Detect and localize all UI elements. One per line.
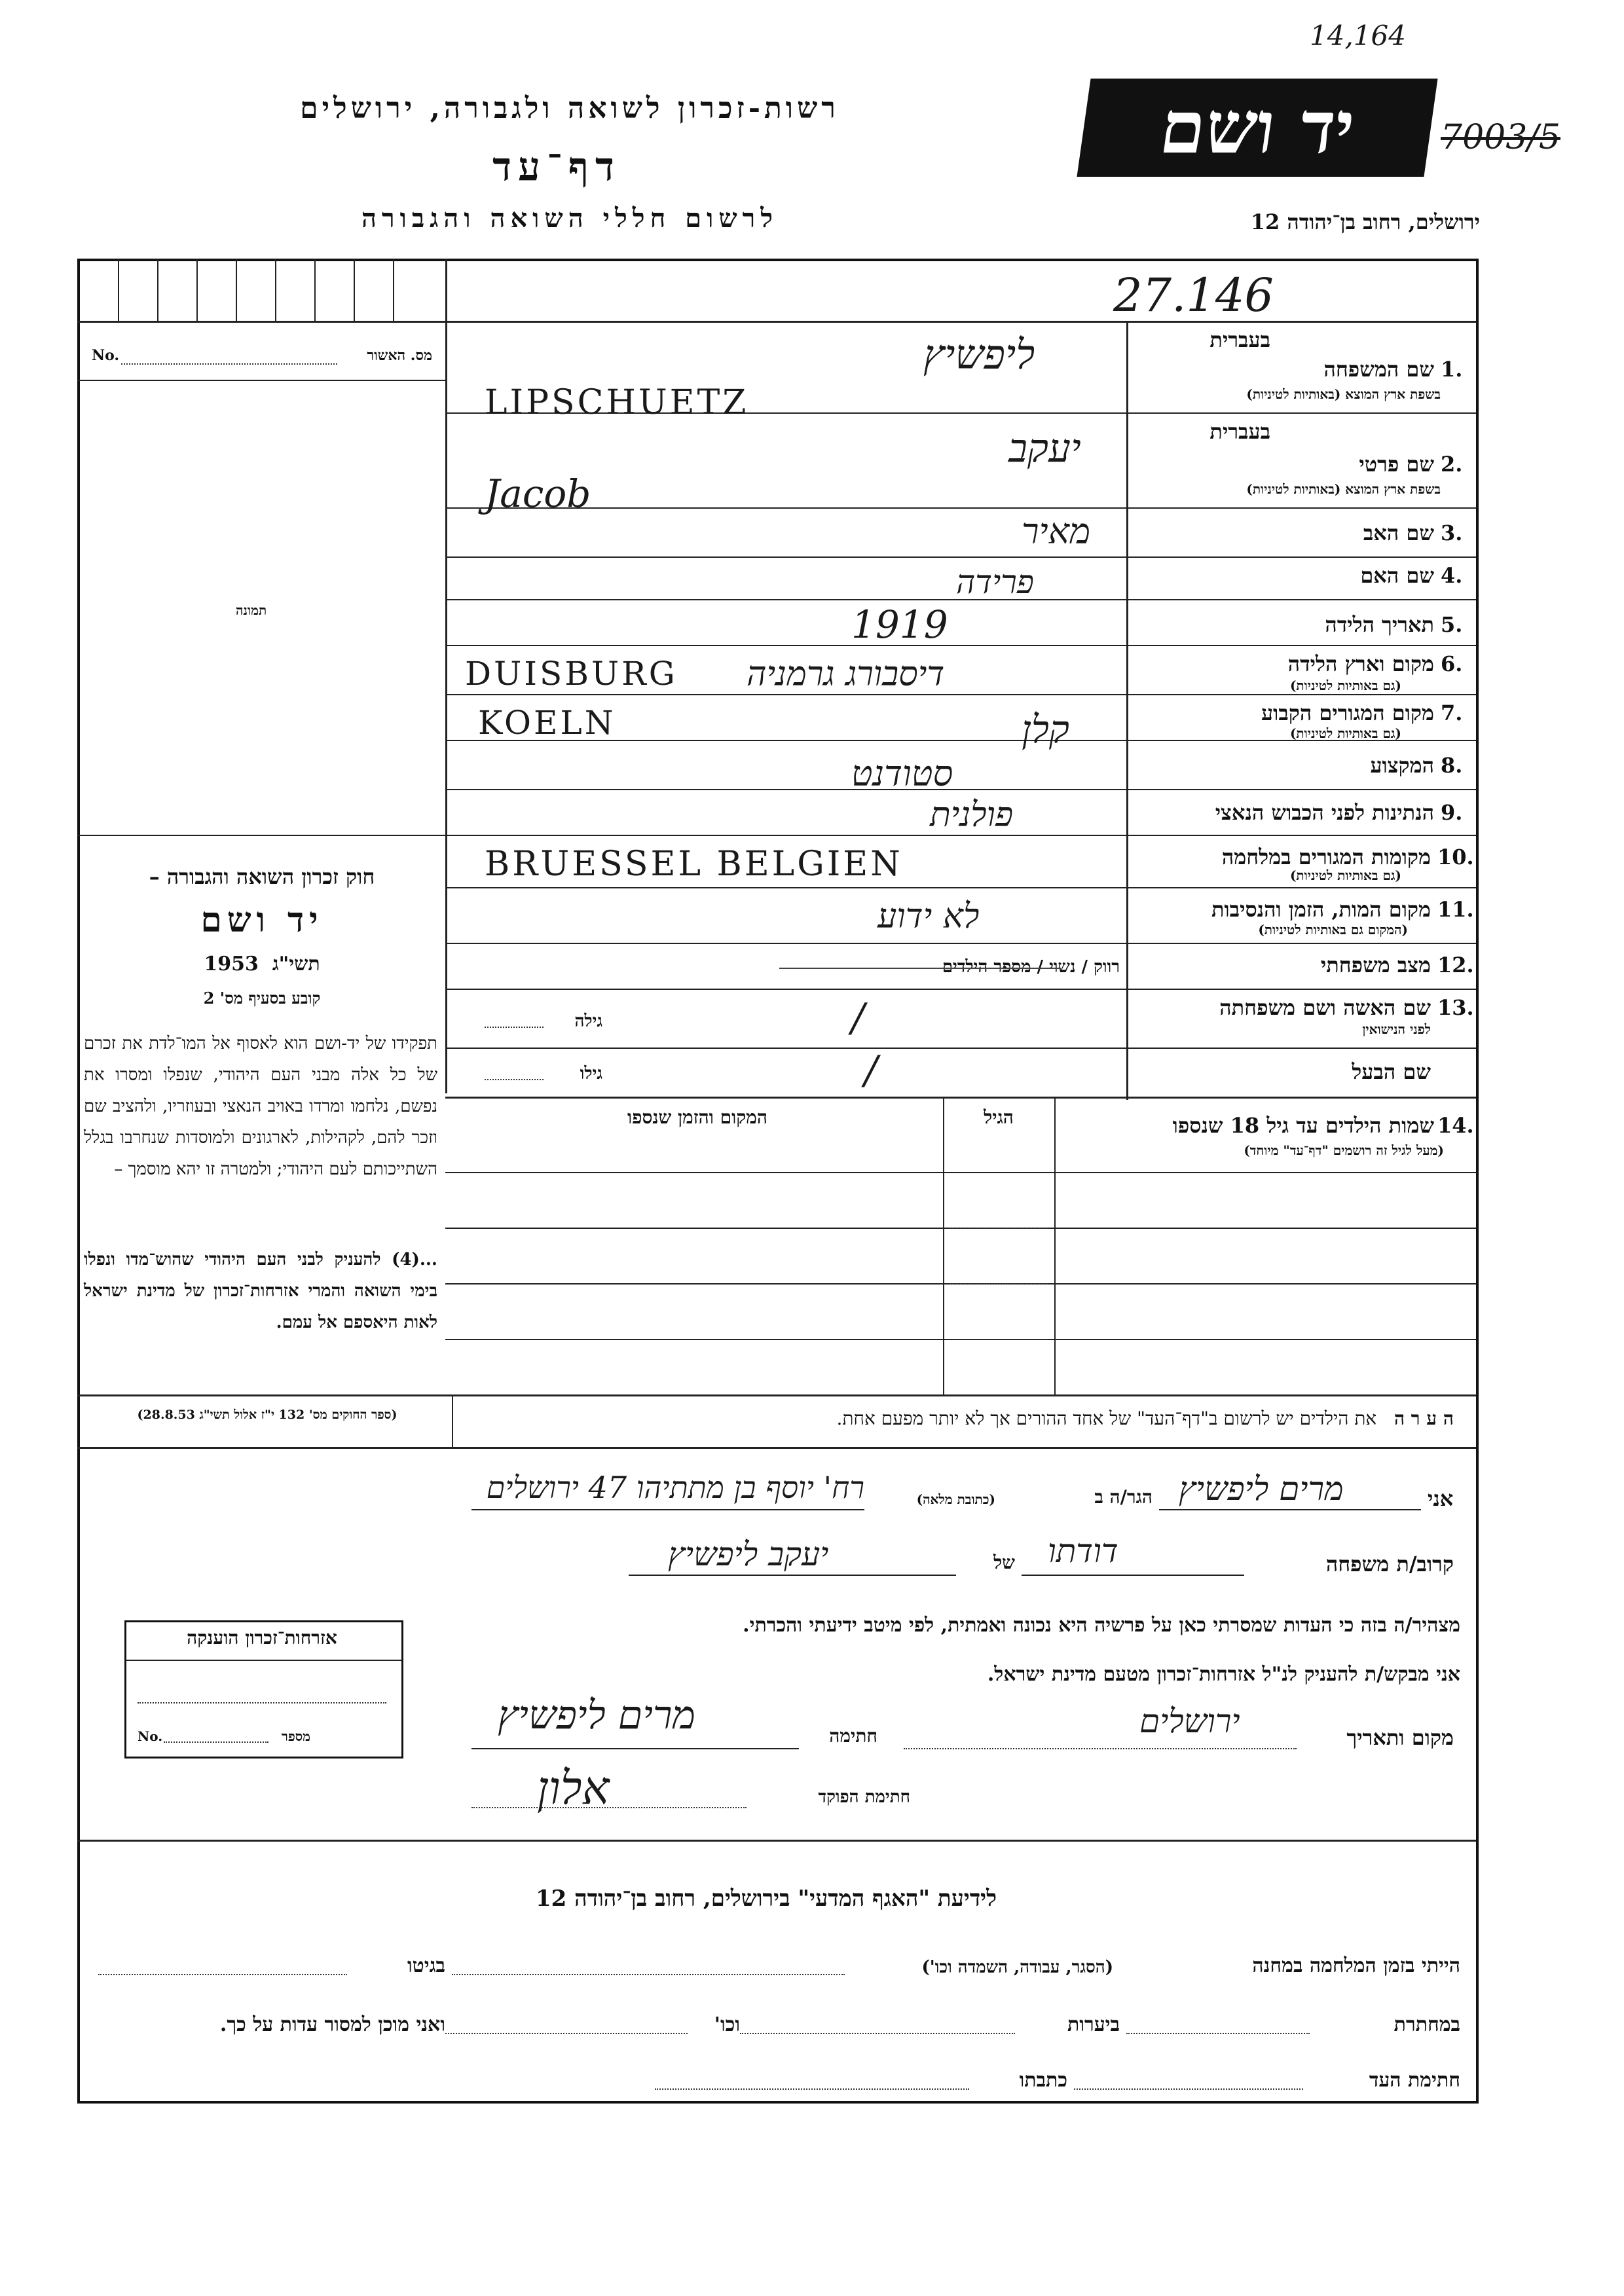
- field-1-hebrew-tag: בעברית: [1209, 327, 1270, 352]
- declarant-address: רח' יוסף בן מתתיהו 47 ירושלים: [486, 1470, 864, 1505]
- field-3-number: 3.: [1441, 520, 1463, 545]
- field-1-latin-value: LIPSCHUETZ: [485, 383, 749, 422]
- wife-name-dash: /: [851, 995, 865, 1041]
- children-place-header: המקום והזמן שנספו: [627, 1106, 767, 1128]
- field-13-label: שם האשה ושם משפחתה: [1219, 995, 1431, 1020]
- field-7-latin-value: KOELN: [478, 704, 616, 742]
- approval-number-label: מס. האשור: [367, 347, 432, 364]
- citizenship-title: אזרחות־זכרון הוענקה: [187, 1627, 337, 1649]
- citizenship-number-label: מספר: [282, 1728, 310, 1744]
- photo-label: תמונה: [236, 602, 267, 618]
- field-11-number: 11.: [1437, 897, 1474, 922]
- field-10-latin-value: BRUESSEL BELGIEN: [485, 845, 903, 884]
- address-note: (כתובת מלאה): [916, 1491, 995, 1507]
- field-3-value: מאיר: [1022, 511, 1091, 552]
- field-11-value: לא ידוע: [877, 897, 980, 936]
- field-11-sub: (המקום גם באותיות לטיניות): [1258, 922, 1408, 938]
- field-7-sub: (גם באותיות לטיניות): [1289, 725, 1401, 741]
- resides-label: הגר/ה ב: [1094, 1486, 1153, 1508]
- officer-signature-value: אלון: [537, 1761, 610, 1815]
- law-text-citizenship: ...(4) להעניק לבני העם היהודי שהוש־מדו ונפלו בימי השואה והמרי אזרחות־זכרון של מדינת ישראל לאות היאספם אל עמם.: [84, 1250, 437, 1332]
- husband-age-label: גילו: [580, 1064, 602, 1084]
- field-6-label: מקום וארץ הלידה: [1287, 651, 1434, 676]
- place-date-label: מקום ותאריך: [1346, 1725, 1454, 1750]
- field-8-value: סטודנט: [851, 753, 953, 794]
- field-8-label: המקצוע: [1370, 753, 1434, 778]
- signature-label: חתימה: [829, 1725, 877, 1747]
- field-2-hebrew-value: יעקב: [1008, 426, 1081, 471]
- field-2-number: 2.: [1441, 452, 1463, 477]
- field-5-number: 5.: [1441, 612, 1463, 637]
- note-label: ה ע ר ה: [1393, 1408, 1454, 1429]
- yad-vashem-logo: יד ושם: [1077, 79, 1437, 177]
- field-10-label: מקומות המגורים במלחמה: [1221, 845, 1431, 869]
- form-title: דף־עד: [492, 144, 621, 190]
- field-2-sub: בשפת ארץ המוצא (באותיות לטיניות): [1246, 481, 1441, 497]
- footer-address-label: כתבתו: [1019, 2069, 1067, 2092]
- field-5-value: 1919: [851, 602, 948, 647]
- place-value: ירושלים: [1139, 1702, 1240, 1740]
- field-1-label: שם המשפחה: [1323, 357, 1434, 382]
- signature-value: מרים ליפשיץ: [498, 1692, 695, 1738]
- footer-camp-label: הייתי בזמן המלחמה במחנה: [1252, 1954, 1460, 1977]
- field-7-label: מקום המגורים הקבוע: [1261, 701, 1434, 725]
- statement-1: מצהיר/ה בזה כי העדות שמסרתי כאן על פרשיה היא נכונה ואמתית, לפי מיטב ידיעתי והכרתי.: [743, 1614, 1460, 1637]
- field-1-hebrew-value: ליפשיץ: [923, 331, 1035, 378]
- field-1-number: 1.: [1441, 357, 1463, 382]
- field-2-label: שם פרטי: [1359, 452, 1434, 477]
- declarant-name: מרים ליפשיץ: [1179, 1470, 1344, 1508]
- field-9-number: 9.: [1441, 800, 1463, 825]
- approval-no-label: No.: [92, 347, 120, 364]
- field-13-number: 13.: [1437, 995, 1474, 1020]
- law-title: חוק זכרון השואה והגבורה –: [149, 864, 375, 889]
- field-8-number: 8.: [1441, 753, 1463, 778]
- citizenship-no-label: No.: [138, 1728, 163, 1744]
- footer-camp-note: (הסגר, עבודה, השמדה וכו'): [921, 1958, 1113, 1977]
- top-corner-number: 14,164: [1310, 20, 1406, 52]
- of-label: של: [993, 1552, 1015, 1573]
- footer-willing-label: ואני מוכן למסור עדות על כך.: [219, 2013, 445, 2036]
- field-12-label: מצב משפחתי: [1320, 953, 1431, 977]
- officer-signature-label: חתימת הפוקד: [818, 1787, 910, 1807]
- field-13-sub: לפני הנישואין: [1362, 1021, 1431, 1037]
- field-1-sub: בשפת ארץ המוצא (באותיות לטיניות): [1246, 386, 1441, 402]
- field-14-number: 14.: [1437, 1113, 1474, 1138]
- declarant-label: אני: [1428, 1486, 1454, 1511]
- footer-etc-label: וכו': [714, 2013, 740, 2036]
- relative-label: קרוב/ת משפחה: [1325, 1552, 1454, 1576]
- law-reference: (ספר החוקים מס' 132 י"ז אלול תשי"ג 28.8.53): [137, 1408, 397, 1422]
- field-12-number: 12.: [1437, 953, 1474, 977]
- of-value: יעקב ליפשיץ: [668, 1535, 829, 1573]
- field-12-options: רווק / נשוי / מספר הילדים: [942, 957, 1120, 977]
- field-2-latin-value: Jacob: [485, 471, 591, 516]
- reference-number: 7003/5: [1441, 118, 1560, 157]
- field-7-hebrew-value: קלן: [1022, 707, 1069, 752]
- field-6-number: 6.: [1441, 651, 1463, 676]
- field-4-label: שם האם: [1360, 563, 1434, 588]
- authority-name: רשות-זכרון לשואה ולגבורה, ירושלים: [300, 92, 840, 125]
- record-number: 27.146: [1113, 268, 1274, 322]
- wife-age-label: גילה: [574, 1011, 602, 1031]
- field-2-hebrew-tag: בעברית: [1209, 419, 1270, 444]
- field-4-value: פרידה: [956, 563, 1034, 601]
- footer-forests-label: ביערות: [1067, 2013, 1120, 2036]
- husband-name-dash: /: [864, 1048, 878, 1093]
- law-name: יד ושם: [200, 900, 323, 940]
- field-14-sub: (מעל לגיל זה רושמים "דף־עד" מיוחד): [1244, 1142, 1444, 1158]
- law-year: 1953 תשי"ג: [204, 953, 320, 975]
- field-3-label: שם האב: [1363, 520, 1434, 545]
- relation-value: דודתו: [1048, 1532, 1118, 1570]
- footer-underground-label: במחתרת: [1393, 2013, 1460, 2036]
- footer-witness-signature-label: חתימת העד: [1369, 2069, 1460, 2092]
- field-6-hebrew-value: דיסבורג גרמניה: [747, 655, 945, 694]
- footer-heading: לידיעת "האגף המדעי" בירושלים, רחוב בן־יהודה 12: [536, 1886, 997, 1912]
- form-subtitle: לרשום חללי השואה והגבורה: [361, 203, 779, 234]
- footer-ghetto-label: בגיטו: [407, 1954, 445, 1977]
- note-line: [458, 1408, 1454, 1430]
- field-6-latin-value: DUISBURG: [465, 655, 678, 693]
- field-9-label: הנתינות לפני הכבוש הנאצי: [1215, 800, 1434, 825]
- field-14-label: שמות הילדים עד גיל 18 שנספו: [1172, 1113, 1434, 1138]
- field-11-label: מקום המות, הזמן והנסיבות: [1211, 897, 1431, 922]
- children-age-header: הגיל: [984, 1106, 1014, 1128]
- note-text: את הילדים יש לרשום ב"דף־העד" של אחד ההורים אך לא יותר מפעם אחת.: [836, 1408, 1377, 1429]
- field-9-value: פולנית: [930, 795, 1014, 835]
- address: ירושלים, רחוב בן־יהודה 12: [1250, 210, 1480, 234]
- law-clause: קובע בסעיף מס' 2: [203, 989, 321, 1008]
- field-10-sub: (גם באותיות לטיניות): [1289, 867, 1401, 883]
- law-text-purpose: תפקידו של יד-ושם הוא לאסוף אל המו־לדת את זכרם של כל אלה מבני העם היהודי, שנפלו ומסרו את נפשם, נלחמו ומרדו באויב הנאצי ובעוזריו, ולהציב שם וזכר להם, לקהילות, לארגונים ולמוסדות שנחרבו בגלל השתייכותם לעם היהודי; ולמטרה זו יהא מוסמך –: [84, 1034, 437, 1179]
- field-5-label: תאריך הלידה: [1325, 612, 1434, 637]
- field-4-number: 4.: [1441, 563, 1463, 588]
- field-10-number: 10.: [1437, 845, 1474, 869]
- field-6-sub: (גם באותיות לטיניות): [1289, 678, 1401, 693]
- field-7-number: 7.: [1441, 701, 1463, 725]
- husband-label: שם הבעל: [1352, 1059, 1431, 1084]
- statement-2: אני מבקש/ת להעניק לנ"ל אזרחות־זכרון מטעם מדינת ישראל.: [987, 1663, 1460, 1686]
